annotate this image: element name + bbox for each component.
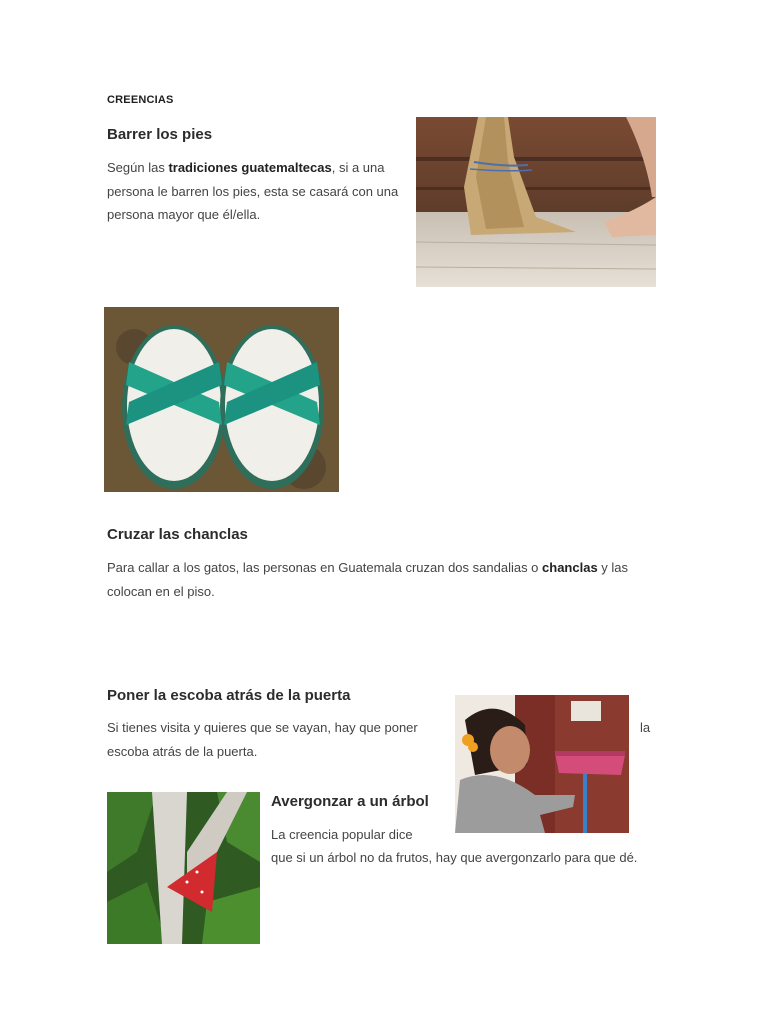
section-kicker: CREENCIAS [107, 94, 174, 106]
broom-feet-photo [416, 117, 656, 287]
paragraph-barrer: Según las tradiciones guatemaltecas, si a una persona le barren los pies, esta se casará con una persona mayor que él/ella. [107, 160, 399, 222]
tree-photo [107, 792, 260, 944]
heading-barrer: Barrer los pies [107, 126, 213, 143]
paragraph-escoba-tail: la [640, 720, 651, 735]
bold-chanclas: chanclas [542, 560, 598, 575]
paragraph-arbol-line2: que si un árbol no da frutos, hay que avergonzarlo para que dé. [271, 850, 638, 865]
heading-escoba: Poner la escoba atrás de la puerta [107, 687, 351, 704]
heading-chanclas: Cruzar las chanclas [107, 526, 248, 543]
paragraph-chanclas: Para callar a los gatos, las personas en Guatemala cruzan dos sandalias o chanclas y las colocan en el piso. [107, 560, 629, 599]
sandals-photo [104, 307, 339, 492]
bold-tradiciones: tradiciones guatemaltecas [168, 160, 332, 175]
paragraph-escoba-line2: escoba atrás de la puerta. [107, 744, 258, 759]
paragraph-escoba-line1: Si tienes visita y quieres que se vayan, hay que poner [107, 720, 418, 735]
heading-arbol: Avergonzar a un árbol [271, 793, 429, 810]
paragraph-arbol-line1: La creencia popular dice [271, 827, 413, 842]
broom-door-photo [455, 695, 629, 833]
